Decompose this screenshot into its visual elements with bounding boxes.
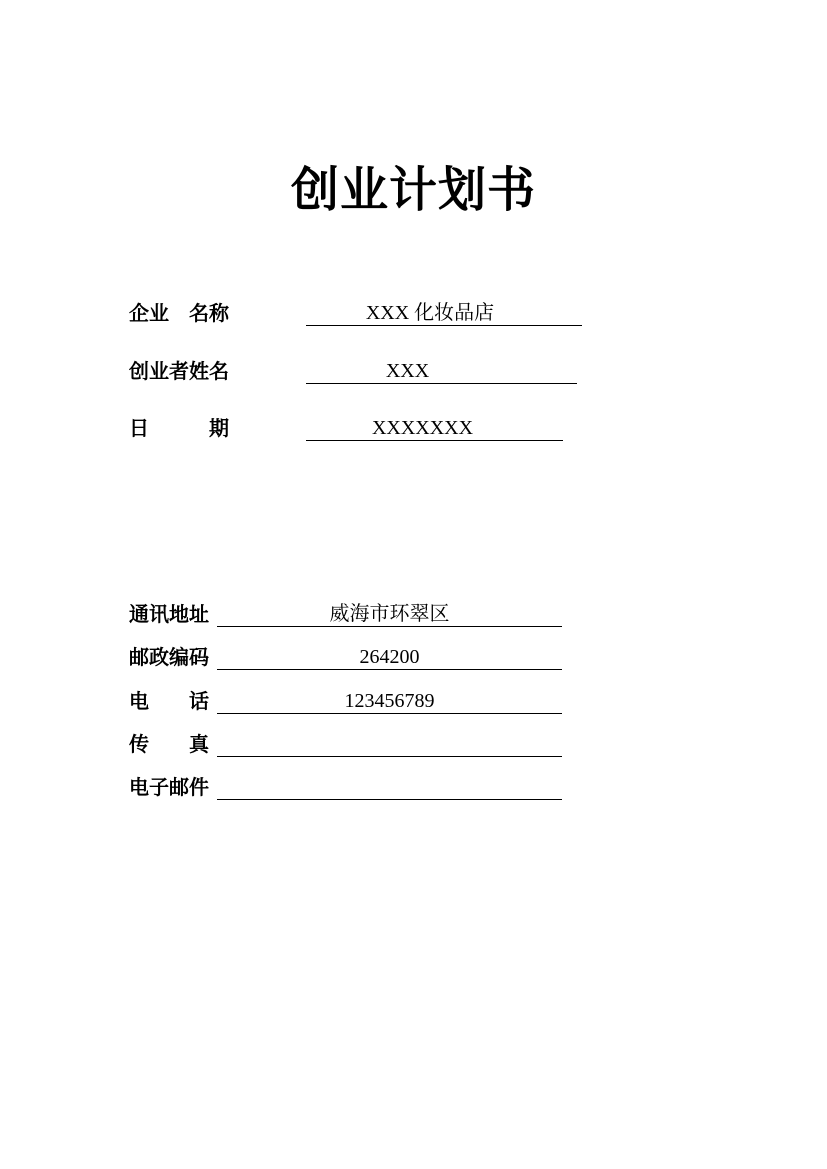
founder-name-value: XXX	[385, 360, 430, 382]
company-name-label: 企业 名称	[129, 301, 229, 325]
date-label: 日 期	[129, 416, 229, 440]
address-label: 通讯地址	[129, 602, 209, 626]
company-name-field	[306, 298, 582, 326]
date-field	[306, 413, 563, 441]
postal-code-field	[217, 642, 562, 670]
company-name-value: XXX 化妆品店	[365, 302, 495, 324]
phone-value: 123456789	[344, 690, 435, 712]
email-field	[217, 772, 562, 800]
document-title: 创业计划书	[290, 162, 536, 218]
phone-label: 电 话	[129, 689, 209, 713]
fax-field	[217, 729, 562, 757]
date-value: XXXXXXX	[371, 417, 474, 439]
address-value: 威海市环翠区	[329, 603, 450, 625]
address-field	[217, 599, 562, 627]
founder-name-field	[306, 356, 577, 384]
phone-field	[217, 686, 562, 714]
email-label: 电子邮件	[129, 775, 209, 799]
fax-label: 传 真	[129, 732, 209, 756]
postal-code-label: 邮政编码	[129, 645, 209, 669]
postal-code-value: 264200	[359, 646, 420, 668]
founder-name-label: 创业者姓名	[129, 359, 229, 383]
